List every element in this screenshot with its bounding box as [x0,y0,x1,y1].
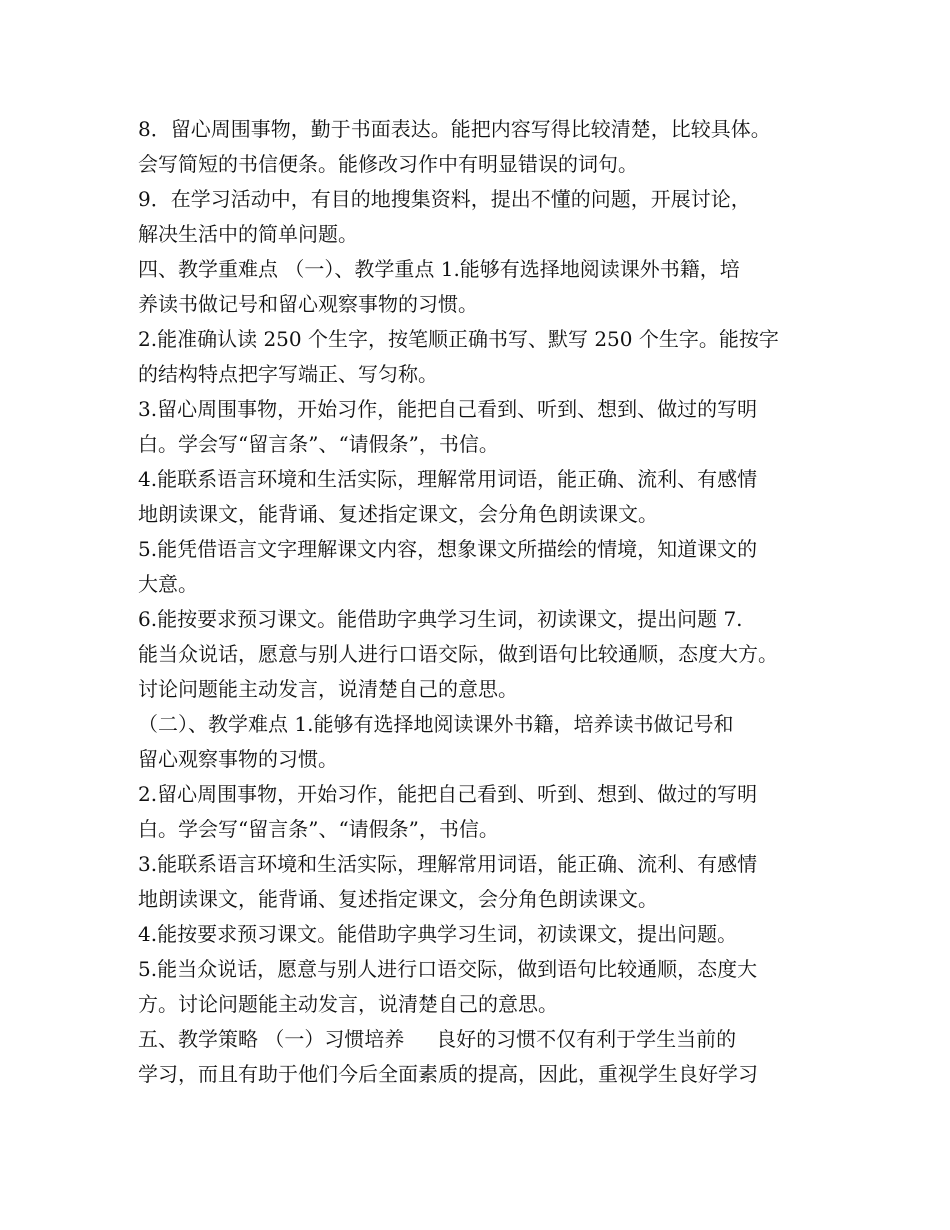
text-line: 6.能按要求预习课文。能借助字典学习生词，初读课文，提出问题 7. [138,607,743,631]
text-line: 5.能当众说话，愿意与别人进行口语交际，做到语句比较通顺，态度大 [138,957,758,981]
text-line: 养读书做记号和留心观察事物的习惯。 [138,292,478,316]
text-line: 8．留心周围事物，勤于书面表达。能把内容写得比较清楚，比较具体。 [138,117,771,141]
text-line: 解决生活中的简单问题。 [138,222,358,246]
text-line: 会写简短的书信便条。能修改习作中有明显错误的词句。 [138,152,638,176]
text-line: 4.能按要求预习课文。能借助字典学习生词，初读课文，提出问题。 [138,922,738,946]
text-line: 讨论问题能主动发言，说清楚自己的意思。 [138,677,518,701]
text-line: 4.能联系语言环境和生活实际，理解常用词语，能正确、流利、有感情 [138,467,758,491]
text-line: 留心观察事物的习惯。 [138,747,338,771]
text-line: 大意。 [138,572,198,596]
text-line: 白。学会写“留言条”、“请假条”，书信。 [138,432,499,456]
document-body [138,112,838,1092]
text-line: 地朗读课文，能背诵、复述指定课文，会分角色朗读课文。 [138,502,658,526]
text-line: 2.留心周围事物，开始习作，能把自己看到、听到、想到、做过的写明 [138,782,758,806]
text-line: 五、教学策略 （一）习惯培养 良好的习惯不仅有利于学生当前的 [138,1027,737,1051]
text-line: 3.留心周围事物，开始习作，能把自己看到、听到、想到、做过的写明 [138,397,758,421]
text-line: 3.能联系语言环境和生活实际，理解常用词语，能正确、流利、有感情 [138,852,758,876]
text-line: 9．在学习活动中，有目的地搜集资料，提出不懂的问题，开展讨论， [138,187,751,211]
text-line: 学习，而且有助于他们今后全面素质的提高，因此，重视学生良好学习 [138,1062,758,1086]
text-line: 5.能凭借语言文字理解课文内容，想象课文所描绘的情境，知道课文的 [138,537,758,561]
text-line: 能当众说话，愿意与别人进行口语交际，做到语句比较通顺，态度大方。 [138,642,778,666]
text-line: 四、教学重难点 （一）、教学重点 1.能够有选择地阅读课外书籍，培 [138,257,740,281]
text-line: 的结构特点把字写端正、写匀称。 [138,362,438,386]
text-line: （二）、教学难点 1.能够有选择地阅读课外书籍，培养读书做记号和 [138,712,734,736]
text-line: 方。讨论问题能主动发言，说清楚自己的意思。 [138,992,558,1016]
text-line: 白。学会写“留言条”、“请假条”，书信。 [138,817,499,841]
text-line: 地朗读课文，能背诵、复述指定课文，会分角色朗读课文。 [138,887,658,911]
text-line: 2.能准确认读 250 个生字，按笔顺正确书写、默写 250 个生字。能按字 [138,327,779,351]
